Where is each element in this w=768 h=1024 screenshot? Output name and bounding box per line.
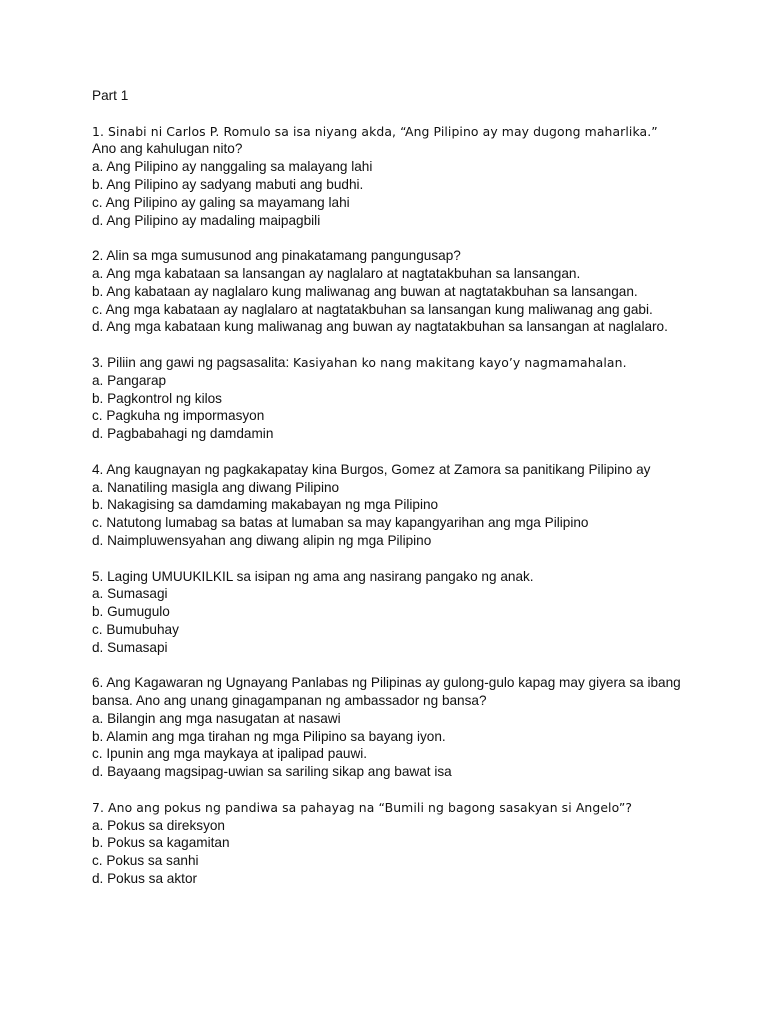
choice-d: d. Naimpluwensyahan ang diwang alipin ng mga Pilipino bbox=[92, 532, 432, 548]
choice-list bbox=[92, 585, 682, 656]
choice-b: b. Pagkontrol ng kilos bbox=[92, 390, 222, 406]
choice-list bbox=[92, 158, 682, 229]
choice-d: d. Ang mga kabataan kung maliwanag ang buwan ay nagtatakbuhan sa lansangan at naglalaro. bbox=[92, 319, 668, 335]
question-lead: 1. Sinabi ni Carlos P. Romulo sa isa niyang akda, “Ang Pilipino ay may dugong maharlika.” bbox=[92, 123, 658, 139]
choice-list bbox=[92, 479, 682, 550]
choice-c: c. Ang Pilipino ay galing sa mayamang lahi bbox=[92, 194, 350, 210]
question-text: 5. Laging UMUUKILKIL sa isipan ng ama ang nasirang pangako ng anak. bbox=[92, 568, 534, 584]
choice-b: b. Alamin ang mga tirahan ng mga Pilipino sa bayang iyon. bbox=[92, 728, 446, 744]
choice-c: c. Bumubuhay bbox=[92, 621, 179, 637]
choice-c: c. Natutong lumabag sa batas at lumaban sa may kapangyarihan ang mga Pilipino bbox=[92, 515, 589, 531]
choice-b: b. Nakagising sa damdaming makabayan ng mga Pilipino bbox=[92, 497, 439, 513]
question-4 bbox=[92, 461, 682, 550]
question-1 bbox=[92, 123, 682, 230]
question-text: 4. Ang kaugnayan ng pagkakapatay kina Burgos, Gomez at Zamora sa panitikang Pilipino ay bbox=[92, 461, 651, 477]
choice-c: c. Ang mga kabataan ay naglalaro at nagtatakbuhan sa lansangan kung maliwanag ang gabi. bbox=[92, 301, 653, 317]
choice-a: a. Pangarap bbox=[92, 372, 167, 388]
choice-a: a. Ang Pilipino ay nanggaling sa malayang lahi bbox=[92, 159, 373, 175]
choice-c: c. Pagkuha ng impormasyon bbox=[92, 408, 265, 424]
question-5 bbox=[92, 568, 682, 657]
question-text: 2. Alin sa mga sumusunod ang pinakatamang pangungusap? bbox=[92, 248, 461, 264]
question-text: 6. Ang Kagawaran ng Ugnayang Panlabas ng Pilipinas ay gulong-gulo kapag may giyera sa ibang bansa. Ano ang unang ginagampanan ng ambassador ng bansa? bbox=[92, 675, 681, 709]
choice-a: a. Bilangin ang mga nasugatan at nasawi bbox=[92, 710, 341, 726]
choice-b: b. Pokus sa kagamitan bbox=[92, 835, 230, 851]
question-7 bbox=[92, 799, 682, 888]
choice-d: d. Pagbabahagi ng damdamin bbox=[92, 426, 274, 442]
question-text: Ano ang kahulugan nito? bbox=[92, 141, 243, 157]
choice-list bbox=[92, 265, 682, 336]
choice-c: c. Ipunin ang mga maykaya at ipalipad pauwi. bbox=[92, 746, 368, 762]
choice-d: d. Bayaang magsipag-uwian sa sariling sikap ang bawat isa bbox=[92, 764, 452, 780]
question-lead: 7. Ano ang pokus ng pandiwa sa pahayag na “Bumili ng bagong sasakyan si Angelo”? bbox=[92, 799, 633, 815]
choice-list bbox=[92, 817, 682, 888]
question-prompt bbox=[92, 799, 682, 817]
question-quote: Kasiyahan ko nang makitang kayo’y nagmamahalan. bbox=[293, 354, 627, 370]
question-text: 3. Piliin ang gawi ng pagsasalita: bbox=[92, 354, 294, 370]
choice-a: a. Nanatiling masigla ang diwang Pilipino bbox=[92, 479, 340, 495]
question-3 bbox=[92, 354, 682, 443]
choice-b: b. Ang Pilipino ay sadyang mabuti ang budhi. bbox=[92, 176, 364, 192]
choice-list bbox=[92, 372, 682, 443]
choice-d: d. Ang Pilipino ay madaling maipagbili bbox=[92, 212, 321, 228]
choice-b: b. Ang kabataan ay naglalaro kung maliwanag ang buwan at nagtatakbuhan sa lansangan. bbox=[92, 283, 638, 299]
choice-a: a. Ang mga kabataan sa lansangan ay naglalaro at nagtatakbuhan sa lansangan. bbox=[92, 265, 581, 281]
choice-list bbox=[92, 710, 682, 781]
choice-d: d. Sumasapi bbox=[92, 639, 168, 655]
question-prompt bbox=[92, 354, 682, 372]
question-prompt bbox=[92, 123, 682, 159]
choice-b: b. Gumugulo bbox=[92, 604, 170, 620]
choice-d: d. Pokus sa aktor bbox=[92, 871, 198, 887]
question-2 bbox=[92, 247, 682, 336]
quiz-content bbox=[92, 87, 682, 906]
choice-c: c. Pokus sa sanhi bbox=[92, 853, 199, 869]
choice-a: a. Sumasagi bbox=[92, 586, 168, 602]
choice-a: a. Pokus sa direksyon bbox=[92, 817, 225, 833]
question-6 bbox=[92, 674, 682, 781]
part-title: Part 1 bbox=[92, 88, 129, 103]
